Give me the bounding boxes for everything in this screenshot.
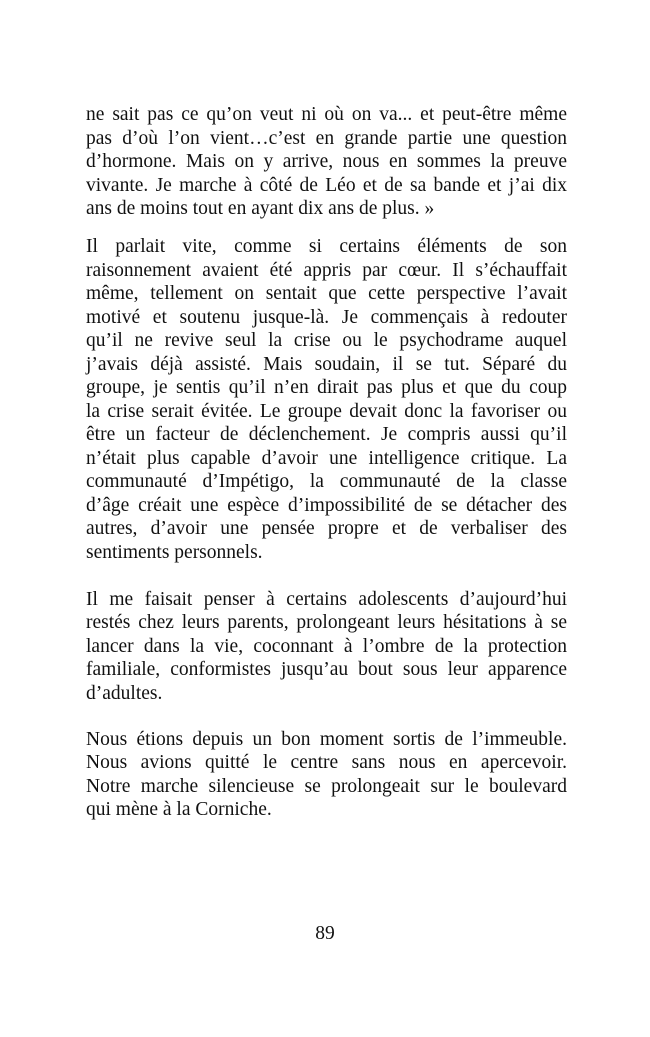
text-line: restés chez leurs parents, prolongeant leurs hésitations à se (86, 612, 567, 633)
text-line: d’âge créait une espèce d’impossibilité de se détacher des (86, 494, 567, 516)
text-line: communauté d’Impétigo, la communauté de la classe (86, 471, 567, 492)
text-line: Il me faisait penser à certains adolescents d’aujourd’hui (86, 588, 567, 610)
text-line: la crise serait évitée. Le groupe devait donc la favoriser ou (86, 400, 567, 422)
text-line: raisonnement avaient été appris par cœur. Il s’échauffait (86, 259, 567, 281)
text-line: motivé et soutenu jusque-là. Je commençais à redouter (86, 306, 567, 328)
text-line: ans de moins tout en ayant dix ans de plus. » (86, 198, 435, 219)
text-line: groupe, je sentis qu’il n’en dirait pas plus et que du coup (86, 377, 567, 398)
text-line: pas d’où l’on vient…c’est en grande partie une question (86, 127, 567, 149)
text-line: Il parlait vite, comme si certains éléments de son (86, 236, 567, 257)
text-line: d’adultes. (86, 682, 163, 704)
text-line: ne sait pas ce qu’on veut ni où on va... et peut-être même (86, 104, 567, 125)
text-line: autres, d’avoir une pensée propre et de verbaliser des (86, 518, 567, 539)
body-text (86, 103, 567, 822)
paragraph (86, 235, 567, 564)
text-line: n’était plus capable d’avoir une intelligence critique. La (86, 447, 567, 469)
text-line: vivante. Je marche à côté de Léo et de sa bande et j’ai dix (86, 174, 567, 196)
text-line: qu’il ne revive seul la crise ou le psychodrame auquel (86, 330, 567, 351)
text-line: sentiments personnels. (86, 541, 263, 563)
text-line: qui mène à la Corniche. (86, 799, 272, 820)
text-line: même, tellement on sentait que cette perspective l’avait (86, 283, 567, 304)
paragraph (86, 103, 567, 221)
paragraph (86, 728, 567, 822)
page-number: 89 (315, 923, 335, 944)
paragraph (86, 588, 567, 706)
text-line: Nous étions depuis un bon moment sortis de l’immeuble. (86, 728, 567, 750)
text-line: Nous avions quitté le centre sans nous en apercevoir. (86, 752, 567, 773)
text-line: j’avais déjà assisté. Mais soudain, il se tut. Séparé du (86, 353, 567, 375)
text-line: être un facteur de déclenchement. Je compris aussi qu’il (86, 424, 567, 445)
text-line: Notre marche silencieuse se prolongeait sur le boulevard (86, 775, 567, 797)
text-line: familiale, conformistes jusqu’au bout sous leur apparence (86, 659, 567, 680)
text-line: lancer dans la vie, coconnant à l’ombre de la protection (86, 635, 567, 657)
text-line: d’hormone. Mais on y arrive, nous en sommes la preuve (86, 151, 567, 172)
